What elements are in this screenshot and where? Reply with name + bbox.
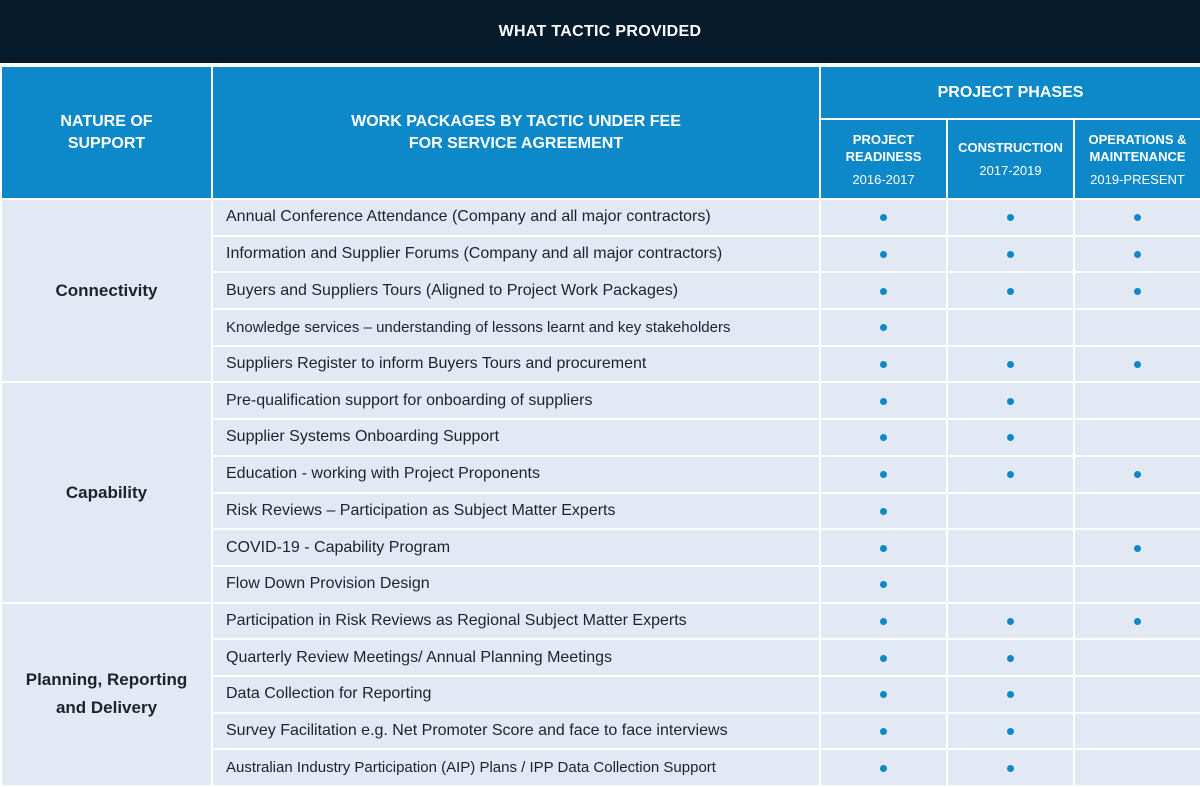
- bullet-dot-icon: [880, 471, 887, 478]
- phase-cell: [820, 676, 947, 713]
- work-package-cell: Australian Industry Participation (AIP) Plans / IPP Data Collection Support: [212, 749, 820, 786]
- bullet-dot-icon: [1007, 471, 1014, 478]
- bullet-dot-icon: [1007, 765, 1014, 772]
- table-row: [1, 382, 1200, 419]
- phase-cell: [820, 749, 947, 786]
- bullet-dot-icon: [880, 398, 887, 405]
- work-package-cell: Data Collection for Reporting: [212, 676, 820, 713]
- phase-cell: [820, 529, 947, 566]
- phase-cell: [947, 456, 1074, 493]
- support-category-label: Connectivity: [55, 280, 158, 300]
- phase-cell: [947, 493, 1074, 530]
- bullet-dot-icon: [880, 618, 887, 625]
- work-packages-header: [212, 66, 820, 199]
- work-package-cell: COVID-19 - Capability Program: [212, 529, 820, 566]
- bullet-dot-icon: [1134, 545, 1141, 552]
- phase-cell: [947, 272, 1074, 309]
- phase-header: [947, 119, 1074, 199]
- phase-cell: [820, 419, 947, 456]
- work-package-cell: Suppliers Register to inform Buyers Tours and procurement: [212, 346, 820, 383]
- phase-cell: [947, 713, 1074, 750]
- work-package-cell: Information and Supplier Forums (Company and all major contractors): [212, 236, 820, 273]
- phase-cell: [947, 346, 1074, 383]
- phase-cell: [820, 309, 947, 346]
- nature-of-support-label: NATURE OF SUPPORT: [60, 112, 153, 152]
- phase-cell: [820, 199, 947, 236]
- bullet-dot-icon: [880, 691, 887, 698]
- phase-cell: [1074, 236, 1200, 273]
- bullet-dot-icon: [1134, 361, 1141, 368]
- work-package-cell: Knowledge services – understanding of lessons learnt and key stakeholders: [212, 309, 820, 346]
- phase-years: 2016-2017: [852, 171, 915, 187]
- support-category: [1, 382, 212, 602]
- work-package-cell: Flow Down Provision Design: [212, 566, 820, 603]
- phase-cell: [1074, 529, 1200, 566]
- phase-cell: [1074, 713, 1200, 750]
- phase-cell: [947, 236, 1074, 273]
- project-phases-header: PROJECT PHASES: [820, 66, 1200, 119]
- bullet-dot-icon: [1134, 251, 1141, 258]
- bullet-dot-icon: [880, 324, 887, 331]
- support-category-label: Planning, Reporting and Delivery: [25, 670, 188, 718]
- phase-cell: [947, 639, 1074, 676]
- work-package-cell: Education - working with Project Proponents: [212, 456, 820, 493]
- phase-cell: [947, 676, 1074, 713]
- support-category: [1, 199, 212, 382]
- phase-cell: [947, 309, 1074, 346]
- phase-cell: [1074, 346, 1200, 383]
- table-body: [1, 199, 1200, 786]
- bullet-dot-icon: [1007, 214, 1014, 221]
- phase-cell: [1074, 493, 1200, 530]
- phase-cell: [947, 566, 1074, 603]
- bullet-dot-icon: [880, 361, 887, 368]
- bullet-dot-icon: [880, 214, 887, 221]
- bullet-dot-icon: [880, 728, 887, 735]
- phase-cell: [1074, 199, 1200, 236]
- bullet-dot-icon: [1007, 618, 1014, 625]
- phase-cell: [1074, 749, 1200, 786]
- work-package-cell: Supplier Systems Onboarding Support: [212, 419, 820, 456]
- phase-cell: [820, 566, 947, 603]
- work-package-cell: Quarterly Review Meetings/ Annual Planning Meetings: [212, 639, 820, 676]
- phase-cell: [1074, 603, 1200, 640]
- bullet-dot-icon: [1134, 471, 1141, 478]
- phase-name: CONSTRUCTION: [958, 140, 1063, 155]
- phase-cell: [1074, 456, 1200, 493]
- work-package-cell: Pre-qualification support for onboarding of suppliers: [212, 382, 820, 419]
- support-category: [1, 603, 212, 786]
- work-packages-label: WORK PACKAGES BY TACTIC UNDER FEE FOR SERVICE AGREEMENT: [351, 112, 681, 152]
- table-row: [1, 603, 1200, 640]
- phase-cell: [820, 236, 947, 273]
- phase-header: [1074, 119, 1200, 199]
- phase-name: OPERATIONS & MAINTENANCE: [1088, 131, 1187, 164]
- phase-cell: [1074, 419, 1200, 456]
- bullet-dot-icon: [880, 508, 887, 515]
- phase-cell: [947, 529, 1074, 566]
- bullet-dot-icon: [1007, 398, 1014, 405]
- work-package-cell: Risk Reviews – Participation as Subject Matter Experts: [212, 493, 820, 530]
- phase-years: 2017-2019: [979, 163, 1042, 178]
- bullet-dot-icon: [1134, 618, 1141, 625]
- phase-cell: [1074, 676, 1200, 713]
- phase-cell: [947, 749, 1074, 786]
- phase-name: PROJECT READINESS: [845, 131, 922, 164]
- phase-cell: [820, 456, 947, 493]
- work-package-cell: Buyers and Suppliers Tours (Aligned to Project Work Packages): [212, 272, 820, 309]
- phase-cell: [947, 603, 1074, 640]
- phase-cell: [1074, 639, 1200, 676]
- work-package-cell: Survey Facilitation e.g. Net Promoter Score and face to face interviews: [212, 713, 820, 750]
- table-title: WHAT TACTIC PROVIDED: [0, 0, 1200, 63]
- phase-cell: [820, 272, 947, 309]
- bullet-dot-icon: [880, 545, 887, 552]
- bullet-dot-icon: [1007, 288, 1014, 295]
- phase-cell: [820, 346, 947, 383]
- phase-cell: [947, 199, 1074, 236]
- bullet-dot-icon: [1134, 214, 1141, 221]
- bullet-dot-icon: [1007, 434, 1014, 441]
- bullet-dot-icon: [1007, 691, 1014, 698]
- tactic-table: [0, 65, 1200, 787]
- bullet-dot-icon: [880, 765, 887, 772]
- phase-cell: [820, 713, 947, 750]
- phase-years: 2019-PRESENT: [1090, 171, 1185, 187]
- bullet-dot-icon: [880, 655, 887, 662]
- bullet-dot-icon: [880, 288, 887, 295]
- phase-cell: [1074, 309, 1200, 346]
- phase-cell: [820, 493, 947, 530]
- work-package-cell: Annual Conference Attendance (Company and all major contractors): [212, 199, 820, 236]
- table-header: [1, 66, 1200, 199]
- phase-cell: [1074, 566, 1200, 603]
- nature-of-support-header: [1, 66, 212, 199]
- bullet-dot-icon: [880, 581, 887, 588]
- bullet-dot-icon: [1007, 361, 1014, 368]
- phase-cell: [947, 419, 1074, 456]
- phase-cell: [1074, 272, 1200, 309]
- work-package-cell: Participation in Risk Reviews as Regional Subject Matter Experts: [212, 603, 820, 640]
- bullet-dot-icon: [880, 251, 887, 258]
- phase-cell: [820, 603, 947, 640]
- table-row: [1, 199, 1200, 236]
- phase-cell: [820, 639, 947, 676]
- bullet-dot-icon: [1007, 728, 1014, 735]
- support-category-label: Capability: [65, 482, 148, 502]
- bullet-dot-icon: [1007, 655, 1014, 662]
- phase-header: [820, 119, 947, 199]
- bullet-dot-icon: [1007, 251, 1014, 258]
- phase-cell: [820, 382, 947, 419]
- phase-cell: [1074, 382, 1200, 419]
- phase-cell: [947, 382, 1074, 419]
- bullet-dot-icon: [1134, 288, 1141, 295]
- bullet-dot-icon: [880, 434, 887, 441]
